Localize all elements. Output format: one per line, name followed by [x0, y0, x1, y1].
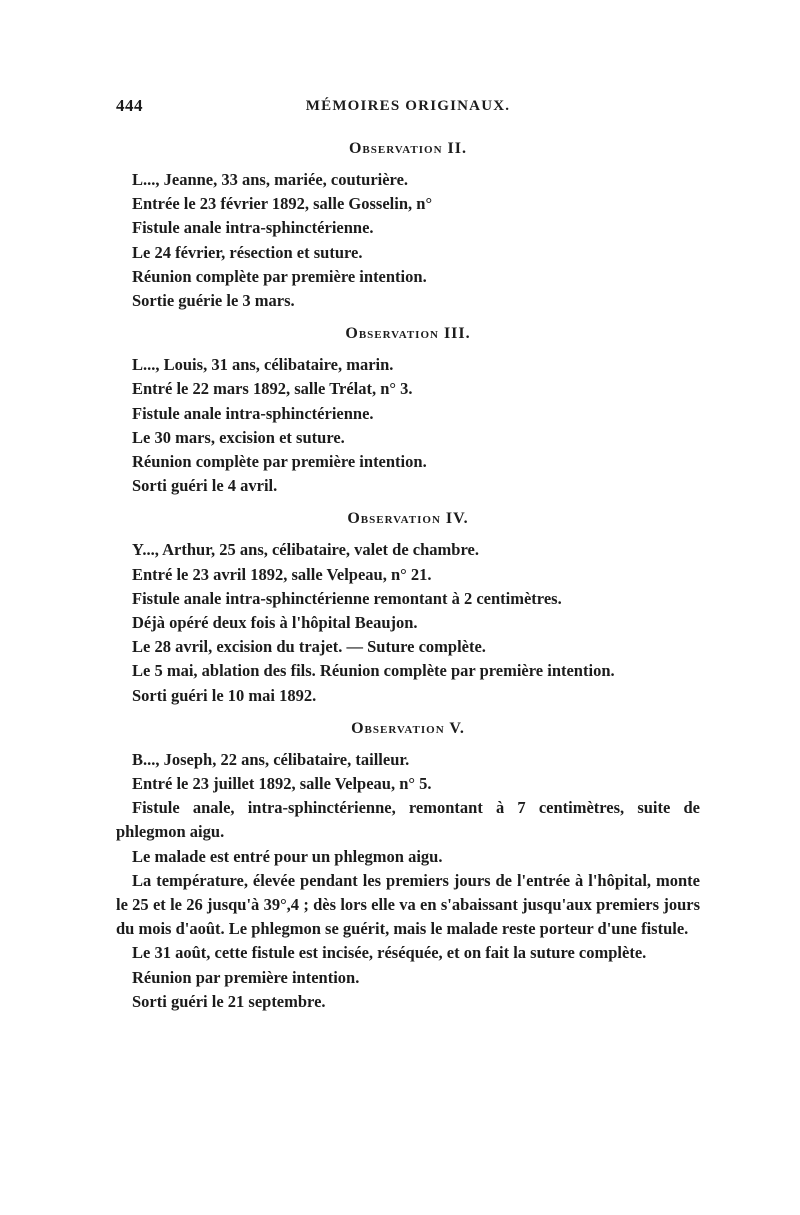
paragraph: Le 30 mars, excision et suture.: [132, 427, 345, 447]
paragraph: Fistule anale intra-sphinctérienne.: [132, 403, 374, 423]
observation-heading: Observation III.: [345, 325, 471, 343]
paragraph: Le 5 mai, ablation des fils. Réunion complète par première intention.: [132, 661, 615, 681]
paragraph: Fistule anale, intra-sphinctérienne, remontant à 7 centimètres, suite de phlegmon aigu.: [116, 798, 700, 842]
paragraph: Entré le 23 avril 1892, salle Velpeau, n° 21.: [132, 564, 432, 584]
paragraph: Réunion complète par première intention.: [132, 452, 427, 472]
paragraph: Réunion complète par première intention.: [132, 266, 427, 286]
paragraph: La température, élevée pendant les premiers jours de l'entrée à l'hôpital, monte le 25 et le 26 jusqu'à 39°,4 ; dès lors elle va en s'abaissant jusqu'aux premiers jours du mois d'août. Le phlegmon se guérit, mais le malade reste porteur d'une fistule.: [116, 870, 700, 939]
running-title: MÉMOIRES ORIGINAUX.: [305, 98, 511, 114]
paragraph: Le malade est entré pour un phlegmon aigu.: [132, 846, 443, 866]
observation-heading: Observation IV.: [347, 510, 469, 528]
page-header: [116, 96, 700, 120]
paragraph: Fistule anale intra-sphinctérienne remontant à 2 centimètres.: [132, 588, 562, 608]
paragraph: Entré le 22 mars 1892, salle Trélat, n° 3.: [132, 379, 413, 399]
paragraph: B..., Joseph, 22 ans, célibataire, tailleur.: [132, 749, 410, 769]
paragraph: Entré le 23 juillet 1892, salle Velpeau, n° 5.: [132, 774, 432, 794]
paragraph: Y..., Arthur, 25 ans, célibataire, valet de chambre.: [132, 540, 479, 560]
observation-2: [116, 136, 700, 313]
paragraph: Sorti guéri le 10 mai 1892.: [132, 685, 317, 705]
paragraph: Déjà opéré deux fois à l'hôpital Beaujon.: [132, 613, 418, 633]
paragraph: Le 31 août, cette fistule est incisée, réséquée, et on fait la suture complète.: [132, 943, 647, 963]
paragraph: L..., Jeanne, 33 ans, mariée, couturière.: [132, 170, 409, 189]
observation-3: [116, 321, 700, 498]
paragraph: L..., Louis, 31 ans, célibataire, marin.: [132, 355, 394, 375]
observation-4: [116, 506, 700, 707]
paragraph: Fistule anale intra-sphinctérienne.: [132, 218, 374, 238]
page-number: 444: [116, 96, 143, 115]
paragraph: Sortie guérie le 3 mars.: [132, 291, 295, 311]
paragraph: Sorti guéri le 4 avril.: [132, 476, 278, 496]
paragraph: Le 24 février, résection et suture.: [132, 242, 363, 262]
observation-5: [116, 716, 700, 1014]
paragraph: Le 28 avril, excision du trajet. — Suture complète.: [132, 637, 486, 657]
paragraph: Réunion par première intention.: [132, 967, 360, 987]
observation-heading: Observation II.: [348, 140, 468, 157]
paragraph: Sorti guéri le 21 septembre.: [132, 991, 326, 1011]
paragraph: Entrée le 23 février 1892, salle Gosselin, n°: [132, 194, 433, 214]
body-text: [116, 136, 700, 1014]
observation-heading: Observation V.: [351, 719, 465, 737]
